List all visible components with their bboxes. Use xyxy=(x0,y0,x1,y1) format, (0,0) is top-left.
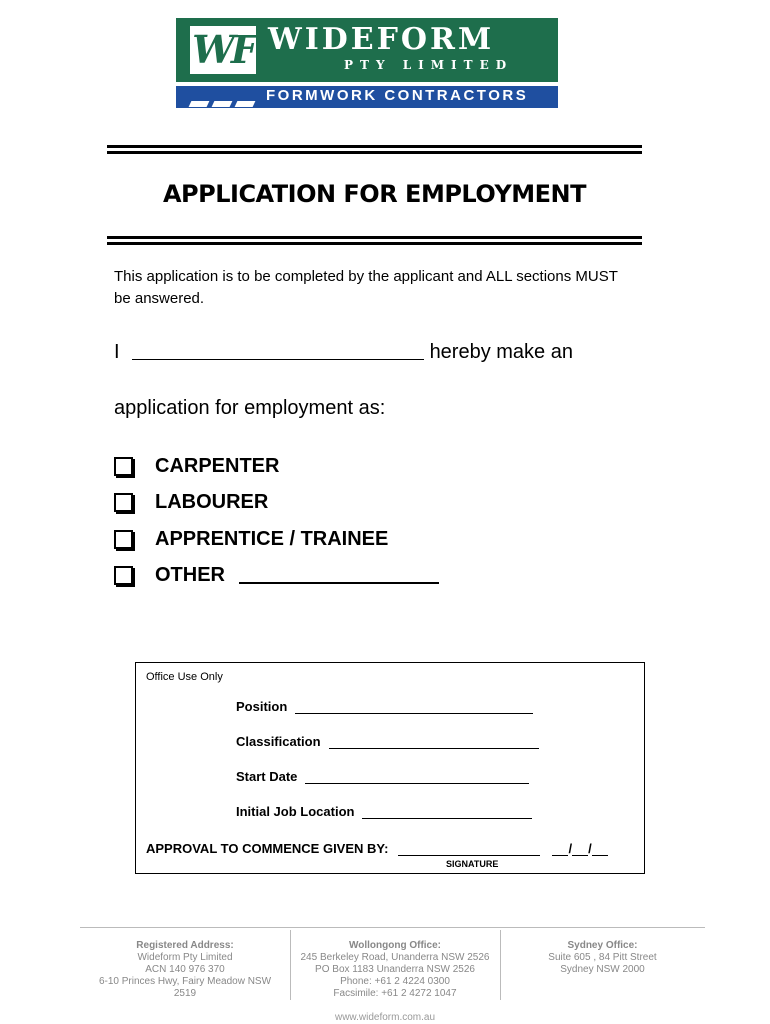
applicant-suffix: hereby make an xyxy=(429,341,573,363)
date-year-input[interactable] xyxy=(592,843,608,856)
option-label: APPRENTICE / TRAINEE xyxy=(155,527,389,550)
wollongong-line: Facsimile: +61 2 4272 1047 xyxy=(333,988,457,999)
checkbox-icon[interactable] xyxy=(114,566,133,585)
approval-label: APPROVAL TO COMMENCE GIVEN BY: xyxy=(146,841,389,856)
start-date-label: Start Date xyxy=(236,769,298,784)
title-rule-bottom xyxy=(107,236,642,239)
page-title: APPLICATION FOR EMPLOYMENT xyxy=(162,180,587,208)
position-field xyxy=(236,699,533,714)
office-use-box xyxy=(135,662,645,874)
approval-row xyxy=(146,841,608,856)
sydney-heading: Sydney Office: xyxy=(567,940,638,951)
checkbox-icon[interactable] xyxy=(114,530,133,549)
footer-divider xyxy=(290,930,291,1000)
wollongong-line: PO Box 1183 Unanderra NSW 2526 xyxy=(315,964,475,975)
option-label: OTHER xyxy=(155,563,225,586)
sydney-line: Suite 605 , 84 Pitt Street xyxy=(548,952,657,963)
footer-registered xyxy=(90,940,280,1000)
option-apprentice[interactable] xyxy=(114,526,388,552)
company-logo xyxy=(176,18,558,108)
date-month-input[interactable] xyxy=(572,843,588,856)
position-input[interactable] xyxy=(295,701,533,714)
option-labourer[interactable] xyxy=(114,489,268,515)
registered-line: 6-10 Princes Hwy, Fairy Meadow NSW xyxy=(98,976,272,987)
logo-dashes-icon xyxy=(190,94,260,101)
wollongong-line: Phone: +61 2 4224 0300 xyxy=(340,976,450,987)
website-link[interactable]: www.wideform.com.au xyxy=(334,1012,436,1023)
job-location-field xyxy=(236,804,532,819)
applicant-name-field[interactable] xyxy=(132,359,424,360)
logo-subtitle: PTY LIMITED xyxy=(344,58,514,72)
option-carpenter[interactable] xyxy=(114,453,279,479)
registered-heading: Registered Address: xyxy=(136,940,234,951)
date-separator: / xyxy=(568,841,573,856)
signature-label: SIGNATURE xyxy=(446,859,499,869)
checkbox-icon[interactable] xyxy=(114,493,133,512)
option-label: CARPENTER xyxy=(155,454,280,477)
job-location-label: Initial Job Location xyxy=(236,804,355,819)
logo-tagline-bar xyxy=(176,86,558,108)
registered-line: ACN 140 976 370 xyxy=(145,964,225,975)
office-use-title: Office Use Only xyxy=(146,671,223,683)
logo-banner xyxy=(176,18,558,82)
title-rule-top xyxy=(107,145,642,148)
title-rule-top-2 xyxy=(107,151,642,154)
option-label: LABOURER xyxy=(155,490,269,513)
signature-input[interactable] xyxy=(398,843,540,856)
title-rule-bottom-2 xyxy=(107,242,642,245)
date-day-input[interactable] xyxy=(552,843,568,856)
logo-name: WIDEFORM xyxy=(268,22,495,57)
registered-line: Wideform Pty Limited xyxy=(137,952,233,963)
classification-field xyxy=(236,734,539,749)
intro-text: This application is to be completed by the applicant and ALL sections MUST be answered. xyxy=(114,268,618,307)
option-other[interactable] xyxy=(114,562,439,588)
wollongong-heading: Wollongong Office: xyxy=(348,940,442,951)
applicant-line-2: application for employment as: xyxy=(114,397,386,419)
footer-sydney xyxy=(505,940,700,976)
logo-tagline: FORMWORK CONTRACTORS xyxy=(266,87,529,104)
start-date-field xyxy=(236,769,529,784)
registered-line: 2519 xyxy=(173,988,197,999)
other-specify-field[interactable] xyxy=(239,566,439,584)
date-separator: / xyxy=(588,841,592,856)
classification-input[interactable] xyxy=(329,736,539,749)
sydney-line: Sydney NSW 2000 xyxy=(560,964,645,975)
classification-label: Classification xyxy=(236,734,321,749)
start-date-input[interactable] xyxy=(305,771,529,784)
checkbox-icon[interactable] xyxy=(114,457,133,476)
position-label: Position xyxy=(236,699,288,714)
job-location-input[interactable] xyxy=(362,806,532,819)
applicant-line xyxy=(114,341,573,364)
applicant-prefix: I xyxy=(114,341,120,363)
footer-rule xyxy=(80,927,705,928)
footer-divider xyxy=(500,930,501,1000)
footer-wollongong xyxy=(292,940,498,1000)
wollongong-line: 245 Berkeley Road, Unanderra NSW 2526 xyxy=(300,952,490,963)
logo-mark: WF xyxy=(190,26,256,74)
